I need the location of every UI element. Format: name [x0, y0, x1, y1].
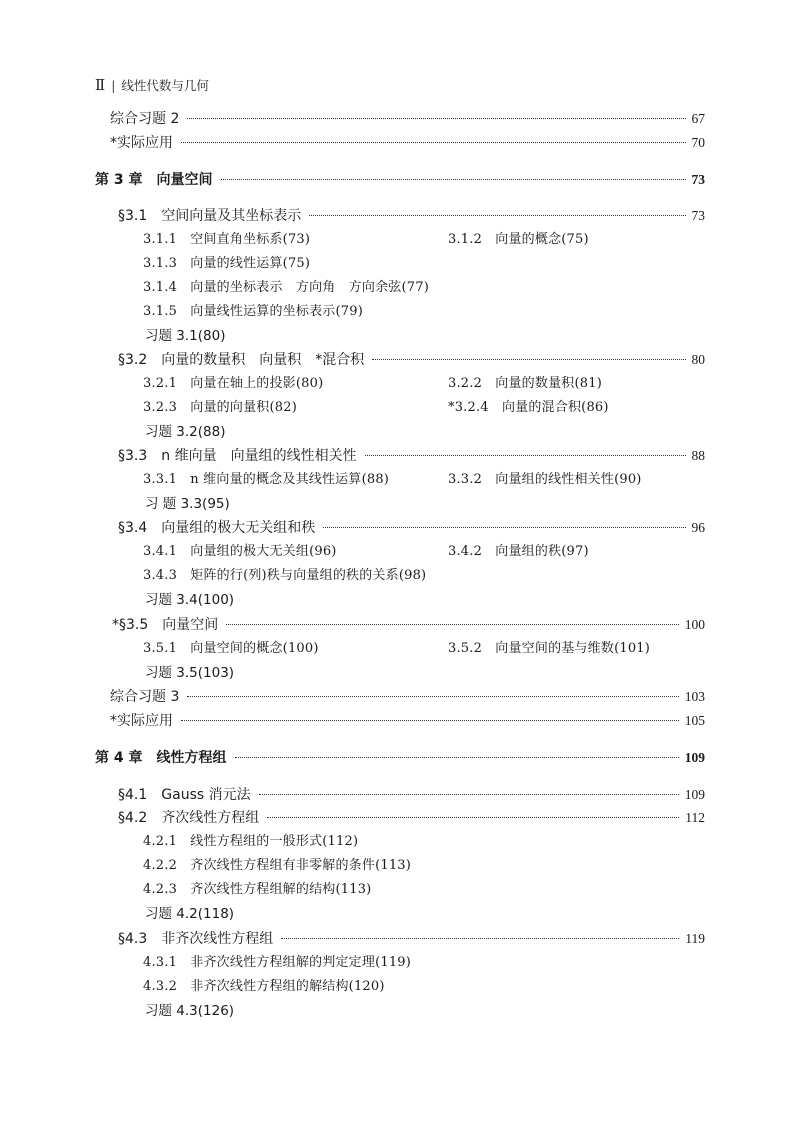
toc-entry-comprehensive-ex-2[interactable] — [110, 108, 705, 130]
toc-exercise-4-2[interactable]: 习题 4.2(118) — [145, 906, 235, 922]
toc-sub-4-3-1[interactable]: 4.3.1 非齐次线性方程组解的判定定理(119) — [143, 955, 412, 970]
toc-exercise-4-3[interactable]: 习题 4.3(126) — [145, 1003, 235, 1019]
toc-section-3-1[interactable] — [118, 205, 705, 227]
toc-page-number: 80 — [691, 352, 705, 367]
toc-sub-4-3-2[interactable]: 4.3.2 非齐次线性方程组的解结构(120) — [143, 979, 385, 994]
dot-leader — [365, 455, 686, 456]
dot-leader — [187, 696, 678, 697]
toc-sub-3-5-2[interactable]: 3.5.2 向量空间的基与维数(101) — [448, 641, 651, 656]
toc-entry-label: *实际应用 — [110, 713, 173, 729]
toc-sub-4-2-3[interactable]: 4.2.3 齐次线性方程组解的结构(113) — [143, 882, 372, 897]
toc-chapter-3[interactable] — [95, 169, 705, 191]
toc-section-3-5[interactable] — [112, 614, 705, 636]
toc-exercise-3-4[interactable]: 习题 3.4(100) — [145, 592, 235, 608]
toc-entry-applications-2[interactable] — [110, 132, 705, 154]
toc-sub-3-2-2[interactable]: 3.2.2 向量的数量积(81) — [448, 376, 602, 391]
dot-leader — [226, 624, 678, 625]
toc-sub-3-1-4[interactable]: 3.1.4 向量的坐标表示 方向角 方向余弦(77) — [143, 280, 429, 295]
toc-chapter-4[interactable] — [95, 747, 705, 769]
toc-page-number: 67 — [691, 111, 705, 126]
dot-leader — [181, 720, 679, 721]
dot-leader — [259, 794, 679, 795]
toc-section-3-3[interactable] — [118, 445, 705, 467]
toc-page-number: 96 — [691, 520, 705, 535]
toc-section-label: §3.1 空间向量及其坐标表示 — [118, 208, 302, 224]
toc-page-number: 103 — [684, 689, 705, 704]
toc-page-number: 109 — [684, 787, 705, 802]
toc-section-label: §4.2 齐次线性方程组 — [118, 810, 260, 826]
toc-entry-label: 综合习题 2 — [110, 111, 180, 127]
toc-sub-3-2-1[interactable]: 3.2.1 向量在轴上的投影(80) — [143, 376, 324, 391]
dot-leader — [309, 215, 685, 216]
toc-sub-3-3-2[interactable]: 3.3.2 向量组的线性相关性(90) — [448, 472, 642, 487]
toc-section-4-2[interactable] — [118, 807, 705, 829]
toc-section-label: *§3.5 向量空间 — [112, 617, 219, 633]
header-separator: | — [111, 78, 116, 93]
toc-sub-3-2-3[interactable]: 3.2.3 向量的向量积(82) — [143, 400, 297, 415]
toc-exercise-3-1[interactable]: 习题 3.1(80) — [145, 328, 226, 344]
toc-entry-label: 综合习题 3 — [110, 689, 180, 705]
running-header — [95, 76, 209, 94]
toc-section-label: §4.3 非齐次线性方程组 — [118, 931, 274, 947]
toc-sub-3-4-2[interactable]: 3.4.2 向量组的秩(97) — [448, 544, 589, 559]
dot-leader — [187, 118, 685, 119]
toc-sub-3-3-1[interactable]: 3.3.1 n 维向量的概念及其线性运算(88) — [143, 472, 390, 487]
toc-entry-applications-3[interactable] — [110, 710, 705, 732]
book-title: 线性代数与几何 — [121, 78, 209, 93]
dot-leader — [281, 938, 679, 939]
toc-section-label: §4.1 Gauss 消元法 — [118, 787, 251, 803]
toc-page-number: 73 — [691, 208, 705, 223]
toc-section-label: §3.4 向量组的极大无关组和秩 — [118, 520, 316, 536]
toc-sub-3-1-2[interactable]: 3.1.2 向量的概念(75) — [448, 232, 589, 247]
toc-sub-3-1-1[interactable]: 3.1.1 空间直角坐标系(73) — [143, 232, 311, 247]
toc-sub-3-1-3[interactable]: 3.1.3 向量的线性运算(75) — [143, 256, 311, 271]
toc-sub-4-2-2[interactable]: 4.2.2 齐次线性方程组有非零解的条件(113) — [143, 858, 412, 873]
toc-page-number: 112 — [685, 810, 705, 825]
toc-page-number: 109 — [684, 750, 705, 765]
dot-leader — [221, 179, 686, 180]
toc-exercise-3-3[interactable]: 习 题 3.3(95) — [145, 496, 230, 512]
toc-section-label: §3.3 n 维向量 向量组的线性相关性 — [118, 448, 357, 464]
dot-leader — [181, 142, 686, 143]
toc-section-4-1[interactable] — [118, 784, 705, 806]
toc-sub-3-5-1[interactable]: 3.5.1 向量空间的概念(100) — [143, 641, 319, 656]
toc-entry-comprehensive-ex-3[interactable] — [110, 686, 705, 708]
toc-sub-3-2-4[interactable]: *3.2.4 向量的混合积(86) — [448, 400, 609, 415]
toc-page-number: 105 — [684, 713, 705, 728]
toc-entry-label: *实际应用 — [110, 135, 173, 151]
toc-page-number: 100 — [684, 617, 705, 632]
toc-page-number: 119 — [685, 931, 705, 946]
toc-page-number: 88 — [691, 448, 705, 463]
toc-sub-3-1-5[interactable]: 3.1.5 向量线性运算的坐标表示(79) — [143, 304, 363, 319]
toc-sub-3-4-1[interactable]: 3.4.1 向量组的极大无关组(96) — [143, 544, 337, 559]
page-roman-numeral: Ⅱ — [95, 76, 106, 94]
toc-sub-3-4-3[interactable]: 3.4.3 矩阵的行(列)秩与向量组的秩的关系(98) — [143, 568, 427, 583]
toc-section-3-4[interactable] — [118, 517, 705, 539]
toc-chapter-label: 第 3 章 向量空间 — [95, 172, 213, 188]
toc-page-number: 73 — [691, 172, 705, 187]
toc-exercise-3-5[interactable]: 习题 3.5(103) — [145, 665, 235, 681]
toc-chapter-label: 第 4 章 线性方程组 — [95, 750, 227, 766]
toc-page-number: 70 — [691, 135, 705, 150]
dot-leader — [267, 817, 679, 818]
dot-leader — [235, 757, 679, 758]
toc-section-3-2[interactable] — [118, 349, 705, 371]
toc-section-label: §3.2 向量的数量积 向量积 *混合积 — [118, 352, 365, 368]
toc-exercise-3-2[interactable]: 习题 3.2(88) — [145, 424, 226, 440]
toc-section-4-3[interactable] — [118, 928, 705, 950]
toc-sub-4-2-1[interactable]: 4.2.1 线性方程组的一般形式(112) — [143, 834, 359, 849]
dot-leader — [372, 359, 685, 360]
dot-leader — [323, 527, 685, 528]
